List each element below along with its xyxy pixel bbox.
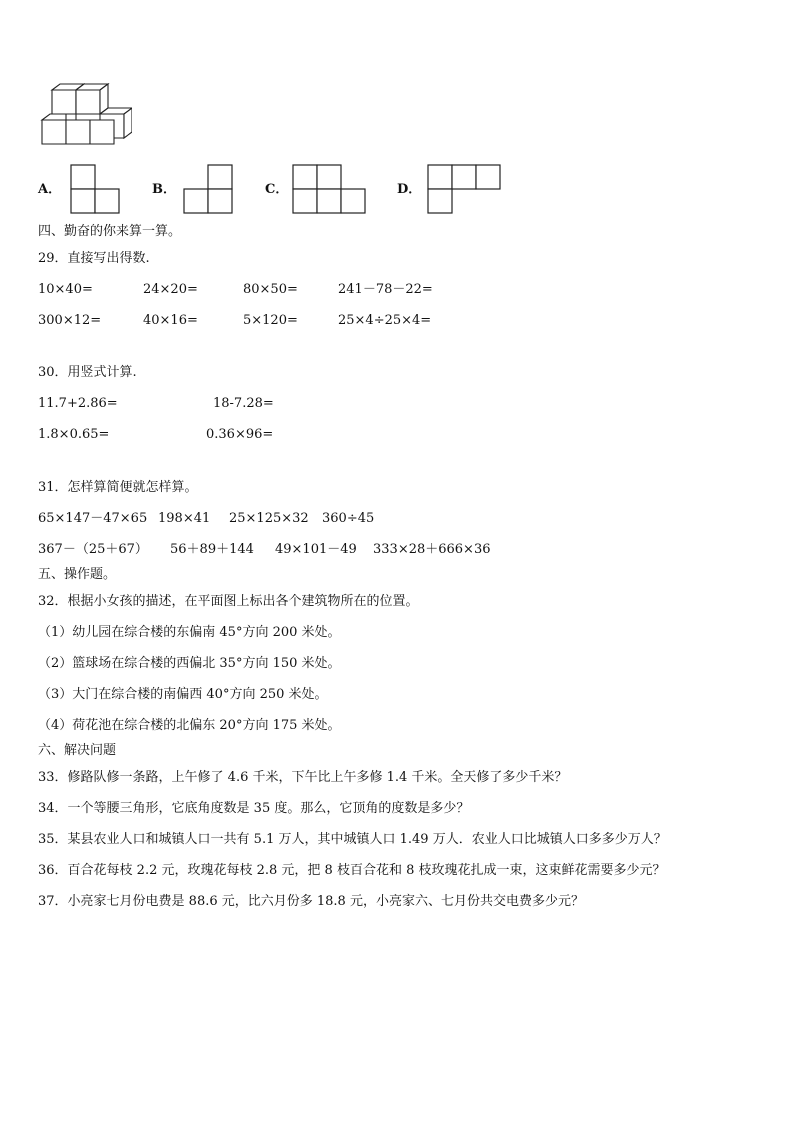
problem-34: 34．一个等腰三角形，它底角度数是 35 度。那么，它顶角的度数是多少？ xyxy=(38,801,470,816)
q30-r2-c1: 1.8×0.65= xyxy=(38,427,110,442)
option-d-figure xyxy=(427,164,501,216)
q31-r2-c1: 367－（25＋67） xyxy=(38,542,148,557)
q29-r1-c3: 80×50= xyxy=(243,282,298,297)
q32-item-2: （2）篮球场在综合楼的西偏北 35°方向 150 米处。 xyxy=(38,656,341,671)
section-5-heading: 五、操作题。 xyxy=(38,567,117,582)
problem-37: 37．小亮家七月份电费是 88.6 元，比六月份多 18.8 元，小亮家六、七月份共交电费多少元？ xyxy=(38,894,584,909)
q30-r2-c2: 0.36×96= xyxy=(206,427,274,442)
q30-r1-c1: 11.7+2.86= xyxy=(38,396,118,411)
option-d-label: D． xyxy=(397,182,422,197)
q32-title: 32．根据小女孩的描述，在平面图上标出各个建筑物所在的位置。 xyxy=(38,594,419,609)
q29-r2-c1: 300×12= xyxy=(38,313,102,328)
option-a-figure xyxy=(70,164,120,216)
q31-title: 31．怎样算简便就怎样算。 xyxy=(38,480,198,495)
q29-r2-c3: 5×120= xyxy=(243,313,298,328)
q29-title: 29．直接写出得数. xyxy=(38,251,150,266)
option-c-label: C． xyxy=(265,182,289,197)
q29-r1-c1: 10×40= xyxy=(38,282,93,297)
q31-r1-c4: 360÷45 xyxy=(322,511,375,526)
option-b-figure xyxy=(183,164,233,216)
option-a-label: A． xyxy=(38,182,62,197)
q31-r1-c3: 25×125×32 xyxy=(229,511,309,526)
option-c-figure xyxy=(292,164,366,216)
option-b-label: B． xyxy=(152,182,176,197)
problem-33: 33．修路队修一条路，上午修了 4.6 千米，下午比上午多修 1.4 千米。全天修了多少千米？ xyxy=(38,770,568,785)
q31-r2-c3: 49×101－49 xyxy=(275,542,357,557)
q29-r2-c4: 25×4÷25×4= xyxy=(338,313,432,328)
problem-36: 36．百合花每枝 2.2 元，玫瑰花每枝 2.8 元，把 8 枝百合花和 8 枝玫瑰花扎成一束，这束鲜花需要多少元？ xyxy=(38,863,666,878)
problem-35: 35．某县农业人口和城镇人口一共有 5.1 万人，其中城镇人口 1.49 万人．农业人口比城镇人口多多少万人？ xyxy=(38,832,667,847)
section-6-heading: 六、解决问题 xyxy=(38,743,117,758)
section-4-heading: 四、勤奋的你来算一算。 xyxy=(38,224,182,239)
q29-r2-c2: 40×16= xyxy=(143,313,198,328)
q31-r1-c2: 198×41 xyxy=(158,511,211,526)
q32-item-3: （3）大门在综合楼的南偏西 40°方向 250 米处。 xyxy=(38,687,328,702)
q30-r1-c2: 18-7.28= xyxy=(213,396,274,411)
q31-r2-c2: 56＋89＋144 xyxy=(170,542,254,557)
q29-r1-c2: 24×20= xyxy=(143,282,198,297)
q30-title: 30．用竖式计算. xyxy=(38,365,137,380)
q31-r2-c4: 333×28＋666×36 xyxy=(373,542,491,557)
q31-r1-c1: 65×147－47×65 xyxy=(38,511,148,526)
q29-r1-c4: 241－78－22= xyxy=(338,282,433,297)
cube-stack-figure xyxy=(40,82,132,146)
q32-item-4: （4）荷花池在综合楼的北偏东 20°方向 175 米处。 xyxy=(38,718,341,733)
q32-item-1: （1）幼儿园在综合楼的东偏南 45°方向 200 米处。 xyxy=(38,625,341,640)
